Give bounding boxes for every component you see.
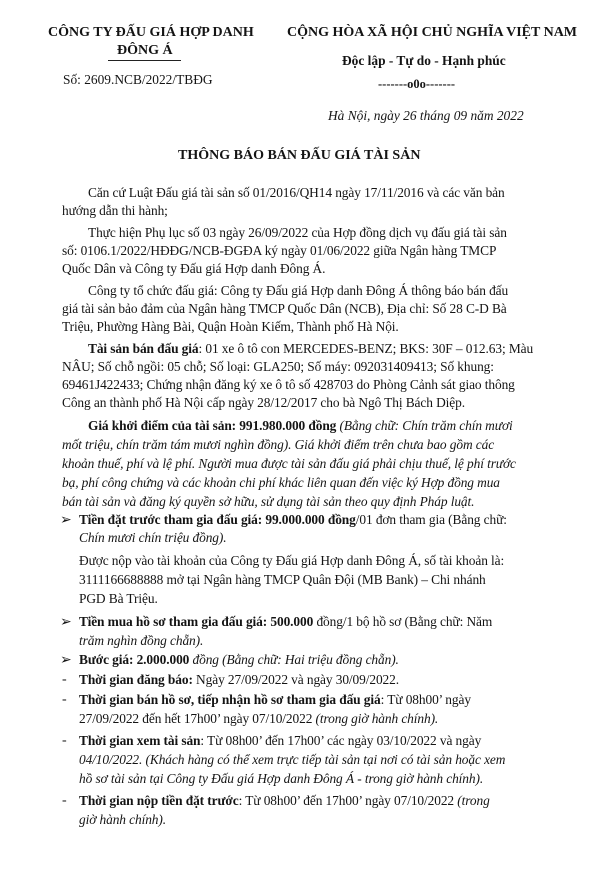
company-name-line1: CÔNG TY ĐẤU GIÁ HỢP DANH <box>48 25 254 40</box>
start-price-line4: bạ, phí công chứng và các khoản chi phí khác liên quan đến việc ký Hợp đồng mua <box>62 475 500 490</box>
start-price-line5: bán tài sản và đăng ký quyền sở hữu, sử dụng tài sản theo quy định Pháp luật. <box>62 494 475 509</box>
arrow-bullet-icon: ➢ <box>60 615 72 630</box>
pay-line2: giờ hành chính). <box>79 812 166 827</box>
document-date: Hà Nội, ngày 26 tháng 09 năm 2022 <box>328 108 524 123</box>
view-line2: 04/10/2022. (Khách hàng có thể xem trực tiếp tài sản tại nơi có tài sản hoặc xem <box>79 752 506 767</box>
p1-line2: hướng dẫn thi hành; <box>62 203 168 218</box>
asset-line1: Tài sản bán đấu giá: 01 xe ô tô con MERCEDES-BENZ; BKS: 30F – 012.63; Màu <box>88 341 534 356</box>
dash-bullet-icon: - <box>62 733 67 748</box>
p3-line1: Công ty tổ chức đấu giá: Công ty Đấu giá Hợp danh Đông Á thông báo bán đấu <box>88 283 509 298</box>
account-line1: Được nộp vào tài khoản của Công ty Đấu giá Hợp danh Đông Á, số tài khoản là: <box>79 553 505 568</box>
deposit-label: Tiền đặt trước tham gia đấu giá: 99.000.000 đồng <box>79 512 356 527</box>
dash-bullet-icon: - <box>62 793 67 808</box>
step-label: Bước giá: 2.000.000 <box>79 652 190 667</box>
pay-label: Thời gian nộp tiền đặt trước <box>79 793 239 808</box>
announce-line: Thời gian đăng báo: Ngày 27/09/2022 và ngày 30/09/2022. <box>79 672 399 687</box>
motto: Độc lập - Tự do - Hạnh phúc <box>342 53 506 68</box>
asset-line3: 69461J422433; Chứng nhận đăng ký xe ô tô số 428703 do Phòng Cảnh sát giao thông <box>62 377 515 392</box>
company-name-line2: ĐÔNG Á <box>117 43 173 58</box>
dash-bullet-icon: - <box>62 672 67 687</box>
p2-line1: Thực hiện Phụ lục số 03 ngày 26/09/2022 của Hợp đồng dịch vụ đấu giá tài sản <box>88 225 507 240</box>
fee-label: Tiền mua hồ sơ tham gia đấu giá: 500.000 <box>79 614 314 629</box>
asset-label: Tài sản bán đấu giá <box>88 341 199 356</box>
dash-bullet-icon: - <box>62 692 67 707</box>
view-line3: hồ sơ tài sản tại Công ty Đấu giá Hợp danh Đông Á - trong giờ hành chính). <box>79 771 484 786</box>
view-label: Thời gian xem tài sản <box>79 733 201 748</box>
company-underline <box>108 60 181 61</box>
account-line3: PGD Bà Triệu. <box>79 591 158 606</box>
nation-name: CỘNG HÒA XÃ HỘI CHỦ NGHĨA VIỆT NAM <box>287 25 578 40</box>
document-number: Số: 2609.NCB/2022/TBĐG <box>63 72 213 87</box>
pay-line1: Thời gian nộp tiền đặt trước: Từ 08h00’ đến 17h00’ ngày 07/10/2022 (trong <box>79 793 490 808</box>
start-price-line1: Giá khởi điểm của tài sản: 991.980.000 đồng (Bằng chữ: Chín trăm chín mươi <box>88 418 513 433</box>
fee-line1: Tiền mua hồ sơ tham gia đấu giá: 500.000 đồng/1 bộ hồ sơ (Bằng chữ: Năm <box>79 614 493 629</box>
document-title: THÔNG BÁO BÁN ĐẤU GIÁ TÀI SẢN <box>178 148 421 163</box>
start-price-line3: khoản thuế, phí và lệ phí. Người mua được tài sản đấu giá phải chịu thuế, lệ phí trước <box>62 456 516 471</box>
p2-line3: Quốc Dân và Công ty Đấu giá Hợp danh Đông Á. <box>62 261 326 276</box>
arrow-bullet-icon: ➢ <box>60 513 72 528</box>
view-line1: Thời gian xem tài sản: Từ 08h00’ đến 17h00’ các ngày 03/10/2022 và ngày <box>79 733 482 748</box>
sale-label: Thời gian bán hồ sơ, tiếp nhận hồ sơ tham gia đấu giá <box>79 692 381 707</box>
deposit-line2: Chín mươi chín triệu đồng). <box>79 530 227 545</box>
separator: -------o0o------- <box>378 77 456 91</box>
arrow-bullet-icon: ➢ <box>60 653 72 668</box>
step-line: Bước giá: 2.000.000 đồng (Bằng chữ: Hai triệu đồng chẵn). <box>79 652 399 667</box>
asset-line2: NÂU; Số chỗ ngồi: 05 chỗ; Số loại: GLA250; Số máy: 092031409413; Số khung: <box>62 359 494 374</box>
fee-line2: trăm nghìn đồng chẵn). <box>79 633 204 648</box>
p3-line2: giá tài sản bảo đảm của Ngân hàng TMCP Quốc Dân (NCB), Địa chỉ: Số 28 C-D Bà <box>62 301 507 316</box>
sale-line1: Thời gian bán hồ sơ, tiếp nhận hồ sơ tham gia đấu giá: Từ 08h00’ ngày <box>79 692 471 707</box>
p1-line1: Căn cứ Luật Đấu giá tài sản số 01/2016/QH14 ngày 17/11/2016 và các văn bản <box>88 185 505 200</box>
deposit-line1: Tiền đặt trước tham gia đấu giá: 99.000.000 đồng/01 đơn tham gia (Bằng chữ: <box>79 512 507 527</box>
asset-line4: Công an thành phố Hà Nội cấp ngày 28/12/2017 cho bà Ngô Thị Bách Diệp. <box>62 395 465 410</box>
p3-line3: Triệu, Phường Hàng Bài, Quận Hoàn Kiếm, Thành phố Hà Nội. <box>62 319 399 334</box>
start-price-line2: mốt triệu, chín trăm tám mươi nghìn đồng). Giá khởi điểm trên chưa bao gồm các <box>62 437 495 452</box>
sale-line2: 27/09/2022 đến hết 17h00’ ngày 07/10/2022 (trong giờ hành chính). <box>79 711 439 726</box>
announce-label: Thời gian đăng báo: <box>79 672 193 687</box>
account-line2: 3111166688888 mở tại Ngân hàng TMCP Quân Đội (MB Bank) – Chi nhánh <box>79 572 486 587</box>
start-price-label: Giá khởi điểm của tài sản: 991.980.000 đồng <box>88 418 337 433</box>
p2-line2: số: 0106.1/2022/HĐĐG/NCB-ĐGĐA ký ngày 01/06/2022 giữa Ngân hàng TMCP <box>62 243 497 258</box>
